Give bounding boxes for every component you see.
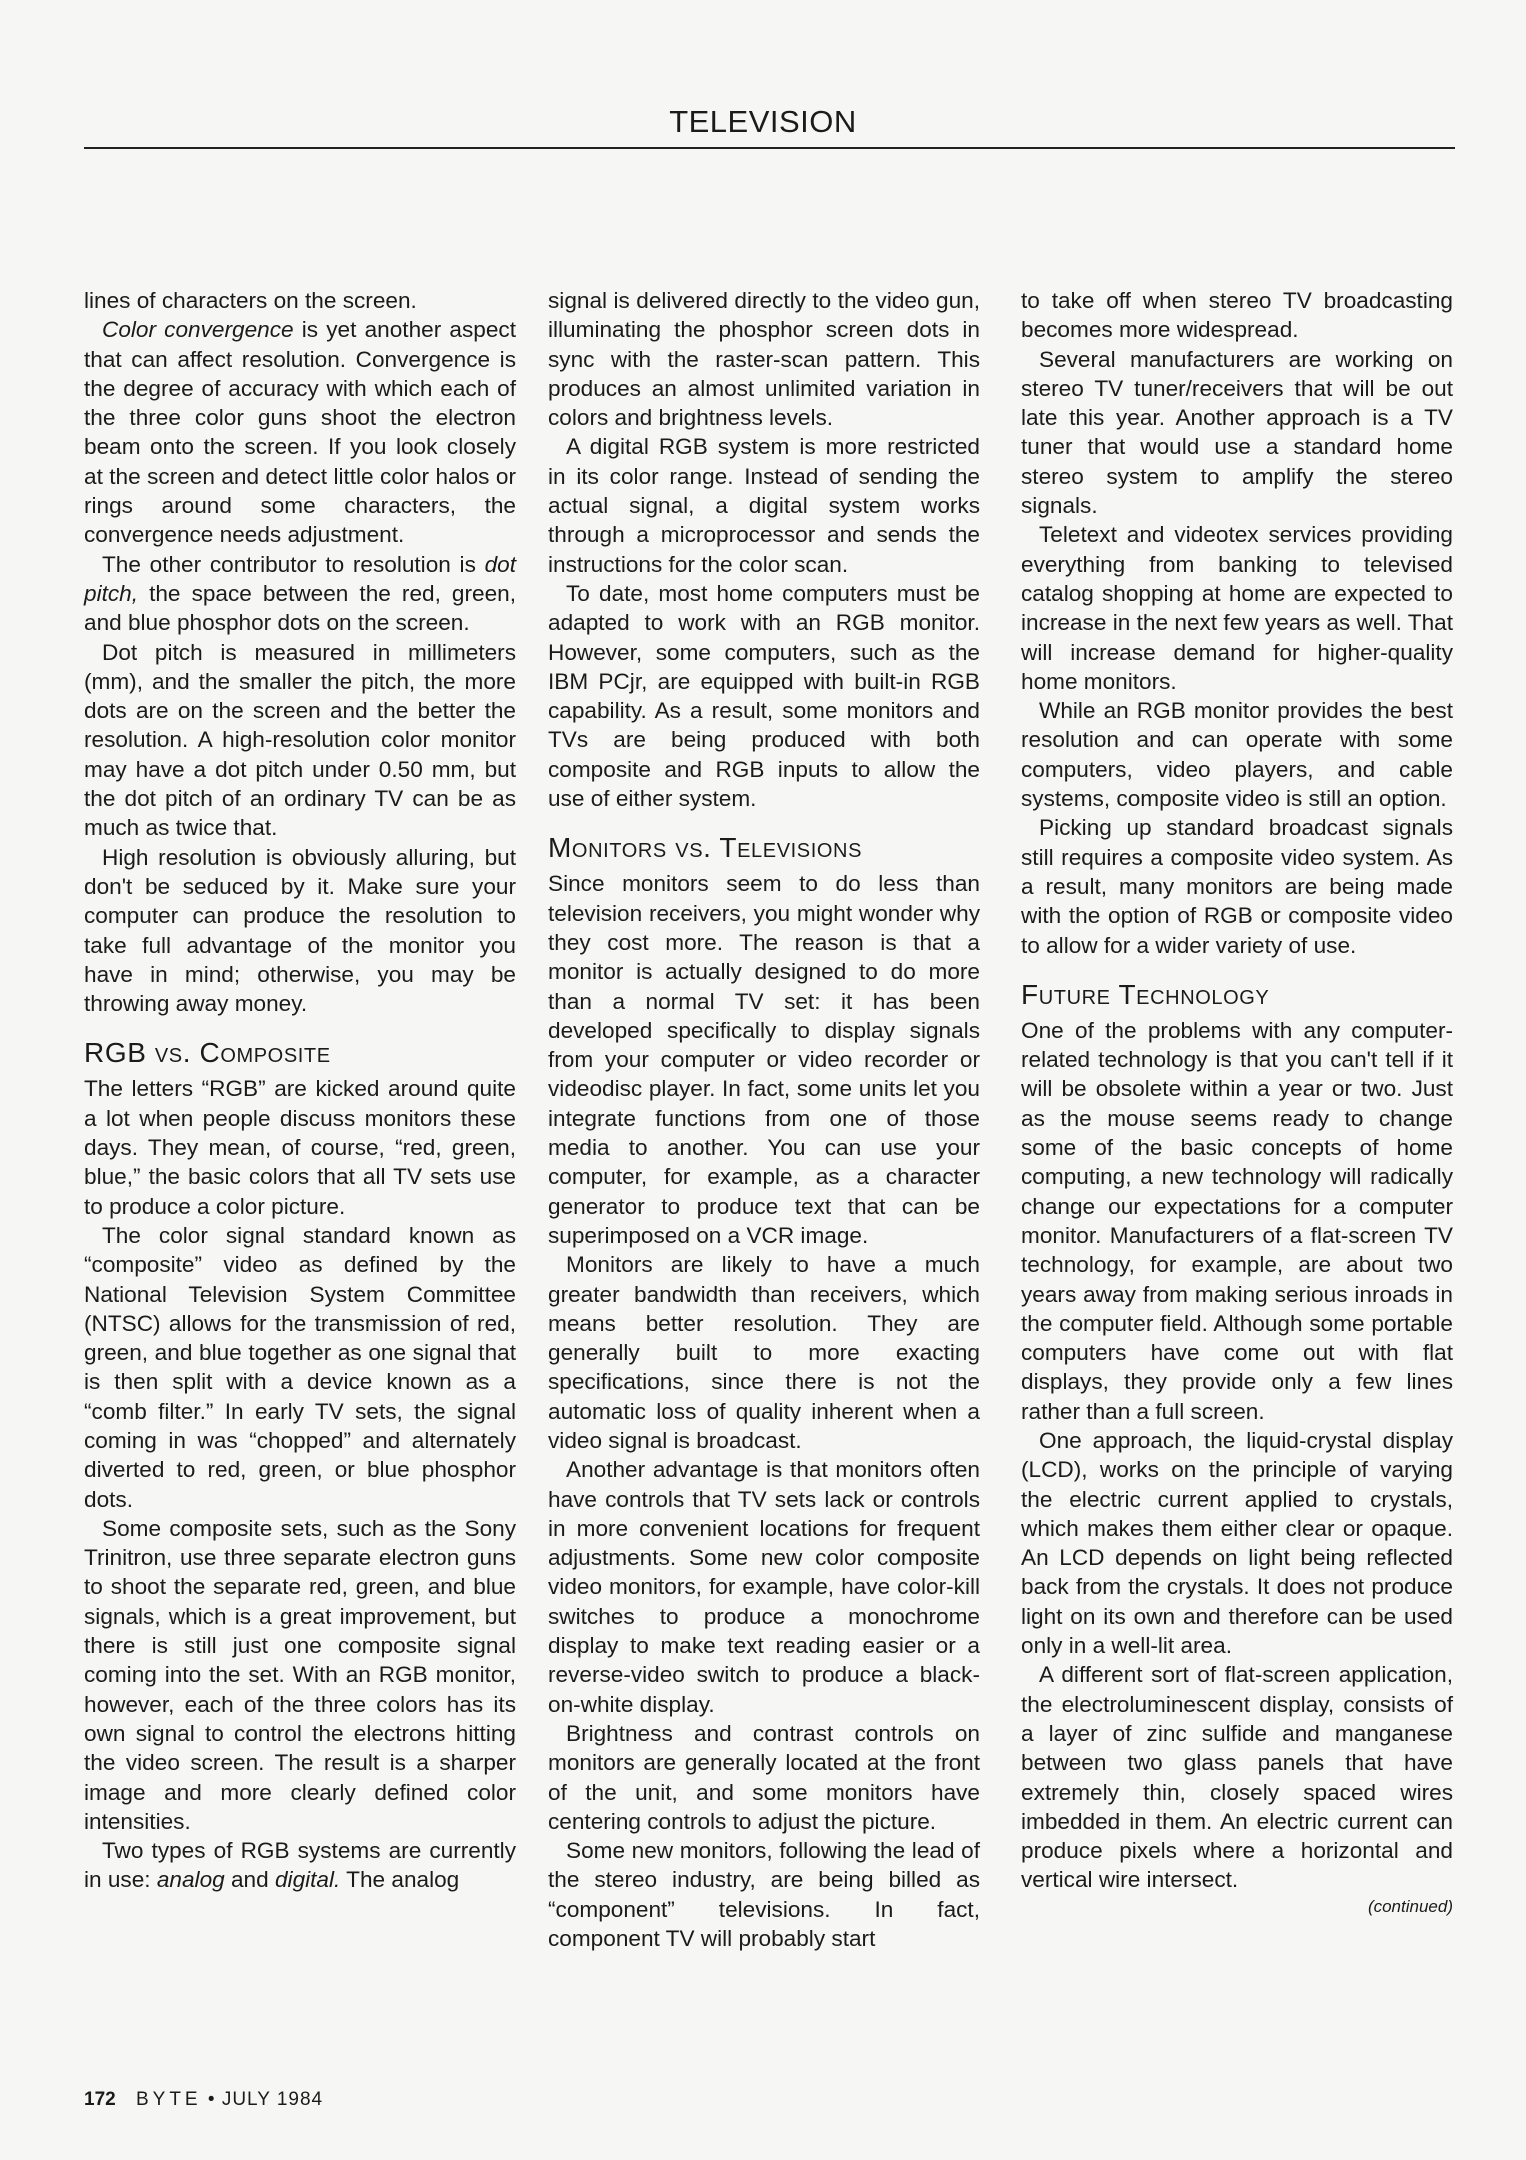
text-run: is yet another aspect that can affect resolution. Convergence is the degree of accuracy with which each of the three color guns shoot the electron beam onto the screen. If you look closely at the screen and detect little color halos or rings around some characters, the convergence needs adjustment. (84, 317, 516, 548)
paragraph (548, 1250, 980, 1455)
paragraph (548, 869, 980, 1250)
text-run: One of the problems with any computer-related technology is that you can't tell if it will be obsolete within a year or two. Just as the mouse seems ready to change some of the basic concepts of home computing, a new technology will radically change our expectations for a computer monitor. Manufacturers of a flat-screen TV technology, for example, are about two years away from making serious inroads in the computer field. Although some portable computers have come out with flat displays, they provide only a few lines rather than a full screen. (1021, 1017, 1453, 1424)
section-heading: RGB vs. Composite (84, 1037, 331, 1069)
footer-separator: • (207, 2089, 216, 2110)
paragraph (548, 579, 980, 813)
text-run: The analog (340, 1867, 460, 1893)
paragraph (1021, 1660, 1453, 1894)
text-run: One approach, the liquid-crystal display (LCD), works on the principle of varying the electric current applied to crystals, which makes them either clear or opaque. An LCD depends on light being reflected back from the crystals. It does not produce light on its own and therefore can be used only in a well-lit area. (1021, 1427, 1453, 1659)
paragraph (84, 638, 516, 843)
page-footer (84, 2089, 323, 2111)
issue-date: JULY 1984 (221, 2089, 324, 2110)
paragraph (1021, 286, 1453, 345)
paragraph (548, 432, 980, 578)
text-run: The letters “RGB” are kicked around quite a lot when people discuss monitors these days. They mean, of course, “red, green, blue,” the basic colors that all TV sets use to produce a color picture. (84, 1076, 516, 1219)
paragraph (1021, 1016, 1453, 1426)
paragraph (84, 286, 516, 315)
paragraph (1021, 520, 1453, 696)
text-run: to take off when stereo TV broadcasting becomes more widespread. (1021, 288, 1453, 343)
text-run: lines of characters on the screen. (84, 288, 417, 313)
text-run: signal is delivered directly to the video gun, illuminating the phosphor screen dots in sync with the raster-scan pattern. This produces an almost unlimited variation in colors and brightness levels. (548, 288, 980, 431)
italic-term: analog (156, 1867, 225, 1893)
text-run: High resolution is obviously alluring, but don't be seduced by it. Make sure your computer can produce the resolution to take full advantage of the monitor you have in mind; otherwise, you may be throwing away money. (84, 844, 516, 1017)
page-number: 172 (84, 2089, 116, 2110)
text-run: Some composite sets, such as the Sony Trinitron, use three separate electron guns to shoot the separate red, green, and blue signals, which is a great improvement, but there is still just one composite signal coming into the set. With an RGB monitor, however, each of the three colors has its own signal to control the electrons hitting the video screen. The result is a sharper image and more clearly defined color intensities. (84, 1515, 516, 1834)
paragraph (548, 1455, 980, 1719)
paragraph (84, 843, 516, 1019)
text-run: Another advantage is that monitors often have controls that TV sets lack or controls in more convenient locations for frequent adjustments. Some new color composite video monitors, for example, have color-kill switches to produce a monochrome display to make text reading easier or a reverse-video switch to produce a black-on-white display. (548, 1457, 980, 1717)
text-run: Monitors are likely to have a much greater bandwidth than receivers, which means better resolution. They are generally built to more exacting specifications, since there is not the automatic loss of quality inherent when a video signal is broadcast. (548, 1252, 980, 1453)
italic-term: dot pitch, (84, 551, 516, 606)
section-heading: Monitors vs. Televisions (548, 832, 863, 864)
text-run: Several manufacturers are working on stereo TV tuner/receivers that will be out late this year. Another approach is a TV tuner that would use a standard home stereo system to amplify the stereo signals. (1021, 346, 1453, 519)
text-run: Brightness and contrast controls on monitors are generally located at the front of the unit, and some monitors have centering controls to adjust the picture. (548, 1720, 980, 1834)
text-run: Two types of RGB systems are currently in use: (84, 1838, 516, 1893)
paragraph (84, 315, 516, 549)
paragraph (84, 1221, 516, 1514)
paragraph (84, 550, 516, 638)
italic-term: digital. (274, 1867, 341, 1893)
continued-note: (continued) (1367, 1896, 1453, 1916)
text-run: While an RGB monitor provides the best resolution and can operate with some computers, video players, and cable systems, composite video is still an option. (1021, 698, 1453, 812)
text-run: Picking up standard broadcast signals still requires a composite video system. As a result, many monitors are being made with the option of RGB or composite video to allow for a wider variety of use. (1021, 815, 1453, 958)
text-column-2 (548, 286, 980, 1953)
magazine-name: BYTE (135, 2089, 202, 2110)
paragraph (1021, 1426, 1453, 1660)
header-rule (84, 147, 1455, 149)
paragraph (1021, 345, 1453, 521)
paragraph (1021, 696, 1453, 813)
section-heading: Future Technology (1021, 978, 1270, 1010)
text-run: A digital RGB system is more restricted in its color range. Instead of sending the actual signal, a digital system works through a microprocessor and sends the instructions for the color scan. (548, 434, 980, 577)
text-run: Some new monitors, following the lead of the stereo industry, are being billed as “component” televisions. In fact, component TV will probably start (548, 1838, 980, 1952)
paragraph (548, 1719, 980, 1836)
paragraph (84, 1074, 516, 1220)
running-head: TELEVISION (669, 104, 857, 139)
text-run: Teletext and videotex services providing everything from banking to televised catalog shopping at home are expected to increase in the next few years as well. That will increase demand for higher-quality home monitors. (1021, 522, 1453, 694)
text-run: and (224, 1867, 275, 1893)
text-run: A different sort of flat-screen application, the electroluminescent display, consists of a layer of zinc sulfide and manganese between two glass panels that have extremely thin, closely spaced wires imbedded in them. An electric current can produce pixels where a horizontal and vertical wire intersect. (1021, 1662, 1453, 1893)
text-run: Since monitors seem to do less than television receivers, you might wonder why they cost more. The reason is that a monitor is actually designed to do more than a normal TV set: it has been developed specifically to display signals from your computer or video recorder or videodisc player. In fact, some units let you integrate functions from one of those media to another. You can use your computer, for example, as a character generator to produce text that can be superimposed on a VCR image. (548, 871, 980, 1248)
text-column-1 (84, 286, 516, 1895)
text-run: The other contributor to resolution is (102, 551, 485, 577)
paragraph (548, 286, 980, 432)
text-column-3 (1021, 286, 1453, 1919)
paragraph (1021, 813, 1453, 959)
paragraph (84, 1514, 516, 1836)
text-run: Dot pitch is measured in millimeters (mm), and the smaller the pitch, the more dots are on the screen and the better the resolution. A high-resolution color monitor may have a dot pitch under 0.50 mm, but the dot pitch of an ordinary TV can be as much as twice that. (84, 639, 516, 841)
paragraph (548, 1836, 980, 1953)
paragraph (84, 1836, 516, 1895)
text-run: To date, most home computers must be adapted to work with an RGB monitor. However, some computers, such as the IBM PCjr, are equipped with built-in RGB capability. As a result, some monitors and TVs are being produced with both composite and RGB inputs to allow the use of either system. (548, 580, 980, 812)
text-run: The color signal standard known as “composite” video as defined by the National Television System Committee (NTSC) allows for the transmission of red, green, and blue together as one signal that is then split with a device known as a “comb filter.” In early TV sets, the signal coming in was “chopped” and alternately diverted to red, green, or blue phosphor dots. (84, 1222, 516, 1512)
italic-term: Color convergence (102, 317, 294, 343)
text-run: the space between the red, green, and blue phosphor dots on the screen. (84, 580, 516, 636)
